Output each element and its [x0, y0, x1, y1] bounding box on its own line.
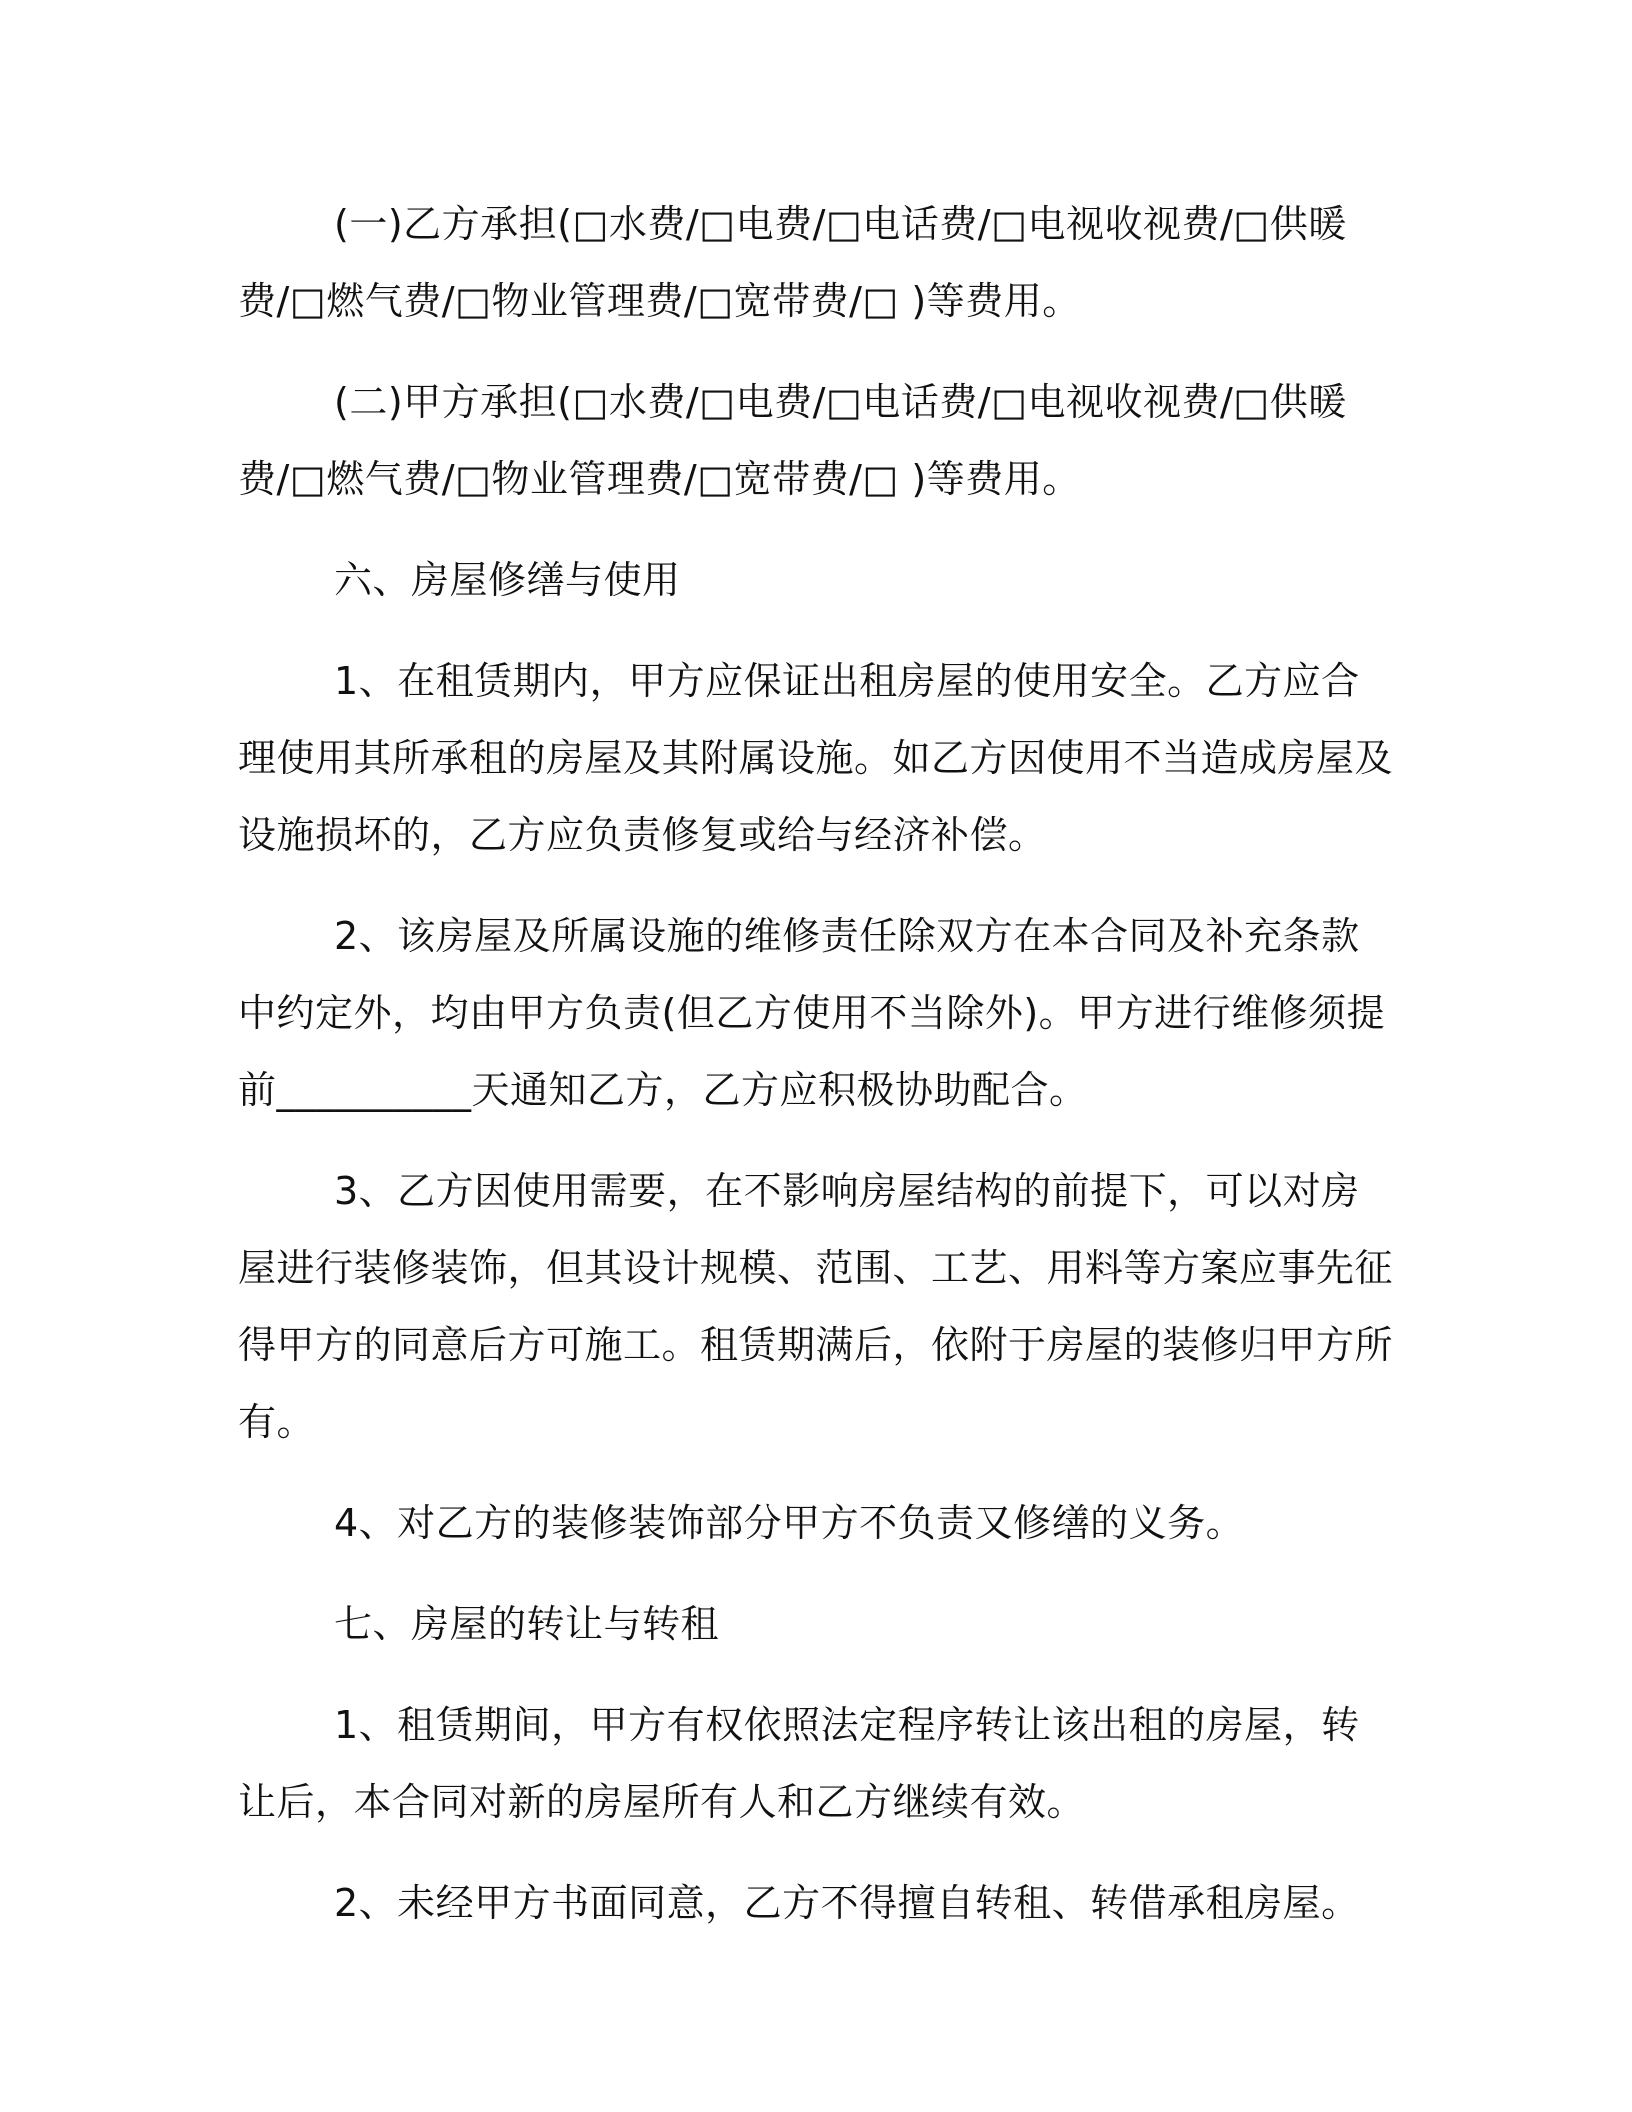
paragraph-landlord-fees: (二)甲方承担(□水费/□电费/□电话费/□电视收视费/□供暖费/□燃气费/□物业管理费/□宽带费/□ )等费用。 — [238, 380, 1347, 501]
paragraph-transfer-2: 2、未经甲方书面同意，乙方不得擅自转租、转借承租房屋。 — [334, 1881, 1360, 1925]
paragraph-repair-4: 4、对乙方的装修装饰部分甲方不负责又修缮的义务。 — [334, 1501, 1245, 1545]
section-heading-repair: 六、房屋修缮与使用 — [334, 558, 681, 602]
paragraph-tenant-fees: (一)乙方承担(□水费/□电费/□电话费/□电视收视费/□供暖费/□燃气费/□物业管理费/□宽带费/□ )等费用。 — [238, 202, 1347, 323]
paragraph-repair-1: 1、在租赁期内，甲方应保证出租房屋的使用安全。乙方应合理使用其所承租的房屋及其附属设施。如乙方因使用不当造成房屋及设施损坏的，乙方应负责修复或给与经济补偿。 — [238, 659, 1394, 857]
document-body — [238, 186, 1398, 1966]
paragraph-repair-3: 3、乙方因使用需要，在不影响房屋结构的前提下，可以对房屋进行装修装饰，但其设计规模、范围、工艺、用料等方案应事先征得甲方的同意后方可施工。租赁期满后，依附于房屋的装修归甲方所有。 — [238, 1169, 1394, 1444]
paragraph-transfer-1: 1、租赁期间，甲方有权依照法定程序转让该出租的房屋，转让后，本合同对新的房屋所有人和乙方继续有效。 — [238, 1703, 1360, 1824]
paragraph-repair-2: 2、该房屋及所属设施的维修责任除双方在本合同及补充条款中约定外，均由甲方负责(但乙方使用不当除外)。甲方进行维修须提前__________天通知乙方，乙方应积极协助配合。 — [238, 914, 1386, 1112]
section-heading-transfer: 七、房屋的转让与转租 — [334, 1602, 720, 1646]
